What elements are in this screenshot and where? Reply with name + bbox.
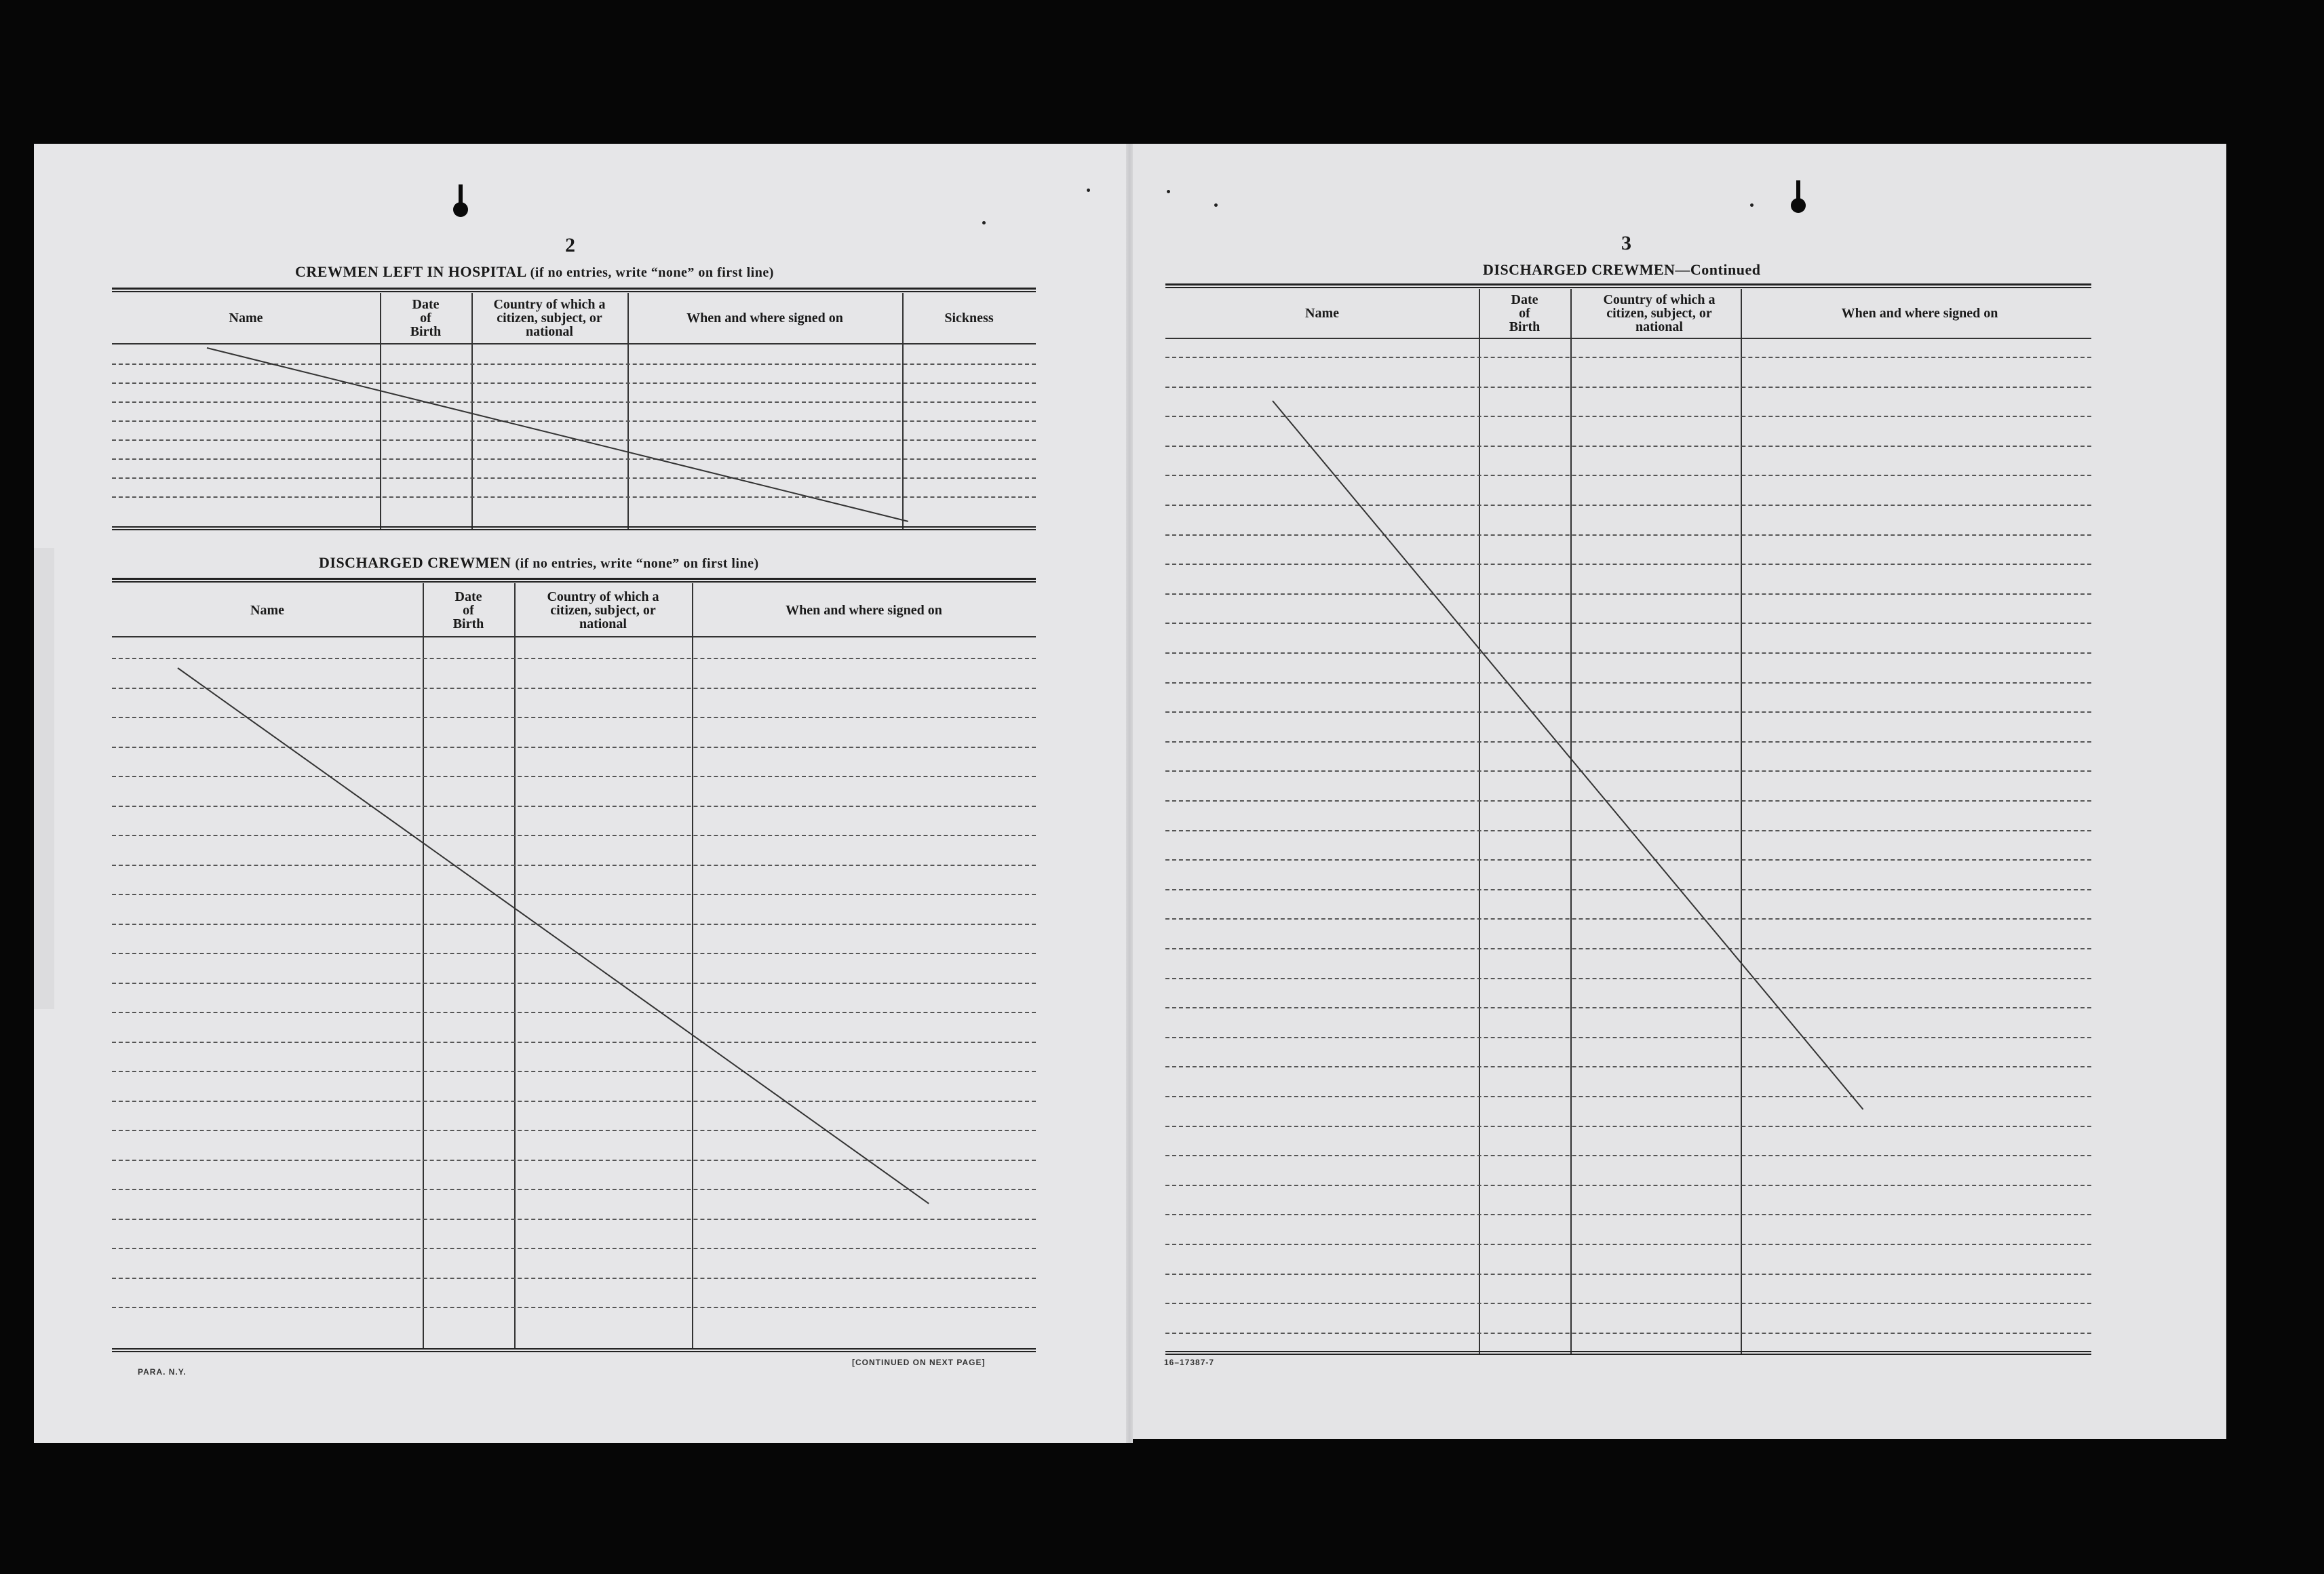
entry-line [112,776,1036,777]
entry-line [112,806,1036,807]
column-header-birth: Date of Birth [452,589,484,631]
entry-line [112,747,1036,748]
entry-line [1165,446,2091,447]
entry-line [112,924,1036,925]
speck [1087,189,1090,192]
column-divider [1741,289,1742,1354]
entry-line [1165,1274,2091,1275]
column-header-name: Name [1305,306,1339,321]
column-divider [627,293,629,530]
entry-line [112,1071,1036,1072]
entry-line [1165,889,2091,890]
hospital-table [112,288,1036,533]
table-bottom-rule [112,1348,1036,1352]
entry-line [1165,1333,2091,1334]
entry-line [1165,564,2091,565]
entry-line [112,1012,1036,1013]
entry-line [112,1160,1036,1161]
discharged-table [112,578,1036,1354]
column-header-signed-on: When and where signed on [686,311,843,326]
column-header-birth: Date of Birth [410,297,442,339]
column-header-name: Name [229,311,263,326]
entry-line [112,835,1036,836]
entry-line [1165,948,2091,949]
entry-line [1165,711,2091,713]
entry-line [112,496,1036,498]
entry-line [112,1278,1036,1279]
column-divider [514,583,516,1350]
entry-line [1165,416,2091,417]
entry-line [112,382,1036,384]
header-underline [1165,338,2091,339]
entry-line [1165,652,2091,654]
column-divider [692,583,693,1350]
column-divider [1479,289,1480,1354]
entry-line [1165,623,2091,624]
printer-mark: PARA. N.Y. [138,1367,187,1377]
entry-line [112,401,1036,403]
speck [982,221,986,224]
entry-line [1165,1037,2091,1038]
entry-line [1165,505,2091,506]
entry-line [112,420,1036,422]
entry-line [1165,918,2091,920]
entry-line [1165,859,2091,861]
discharged-section-title [319,554,759,572]
entry-line [1165,1066,2091,1067]
discharged-continued-table [1165,283,2091,1355]
column-header-country: Country of which a citizen, subject, or national [547,589,659,631]
entry-line [1165,1244,2091,1245]
table-top-rule [112,578,1036,583]
column-divider [471,293,473,530]
column-header-birth: Date of Birth [1509,292,1541,334]
speck [1750,203,1754,207]
page-number-right: 3 [1621,232,1631,254]
entry-line [112,658,1036,659]
entry-line [112,953,1036,954]
column-divider [1570,289,1572,1354]
entry-line [112,983,1036,984]
book-spine [1126,144,1133,1443]
entry-line [1165,1214,2091,1215]
entry-line [112,439,1036,441]
continued-note: [CONTINUED ON NEXT PAGE] [852,1358,986,1367]
entry-line [1165,1126,2091,1127]
entry-line [1165,1185,2091,1186]
entry-line [1165,387,2091,388]
entry-line [1165,830,2091,831]
entry-line [1165,978,2091,979]
discharged-continued-title: DISCHARGED CREWMEN—Continued [1483,261,1761,278]
column-header-name: Name [250,603,284,618]
table-top-rule [112,288,1036,292]
table-bottom-rule [112,526,1036,530]
column-header-signed-on: When and where signed on [1841,306,1998,321]
column-divider [423,583,424,1350]
discharged-title-text: DISCHARGED CREWMEN [319,554,511,571]
binding-hole-icon [453,202,468,217]
entry-line [112,1307,1036,1308]
entry-line [112,1248,1036,1249]
entry-line [112,894,1036,895]
page-edge-fold [34,548,54,1009]
form-number: 16–17387-7 [1164,1358,1215,1367]
entry-line [112,1189,1036,1190]
entry-line [1165,682,2091,684]
entry-line [1165,770,2091,772]
entry-line [112,1101,1036,1102]
table-bottom-rule [1165,1351,2091,1355]
entry-line [1165,1155,2091,1156]
entry-line [1165,534,2091,536]
header-underline [112,636,1036,637]
column-header-country: Country of which a citizen, subject, or national [1603,292,1716,334]
hospital-title-note: (if no entries, write “none” on first line) [530,265,774,280]
header-underline [112,343,1036,345]
table-top-rule [1165,283,2091,288]
discharged-title-note: (if no entries, write “none” on first line) [515,556,759,571]
column-header-sickness: Sickness [944,311,994,326]
column-header-country: Country of which a citizen, subject, or national [493,297,606,339]
entry-line [1165,593,2091,595]
entry-line [112,717,1036,718]
entry-line [112,865,1036,866]
entry-line [1165,741,2091,743]
binding-hole-icon [1791,198,1806,213]
entry-line [112,477,1036,479]
speck [1214,203,1218,207]
entry-line [1165,475,2091,476]
entry-line [112,688,1036,689]
entry-line [112,363,1036,365]
speck [1167,190,1170,193]
column-divider [902,293,904,530]
hospital-title-text: CREWMEN LEFT IN HOSPITAL [295,263,526,280]
entry-line [112,1219,1036,1220]
entry-line [112,458,1036,460]
entry-line [1165,357,2091,358]
page-number-left: 2 [565,234,575,256]
entry-line [112,1130,1036,1131]
column-header-signed-on: When and where signed on [786,603,942,618]
hospital-section-title [295,263,774,281]
entry-line [1165,1007,2091,1008]
entry-line [1165,1303,2091,1304]
entry-line [1165,800,2091,802]
entry-line [1165,1096,2091,1097]
entry-line [112,1042,1036,1043]
column-divider [380,293,381,530]
